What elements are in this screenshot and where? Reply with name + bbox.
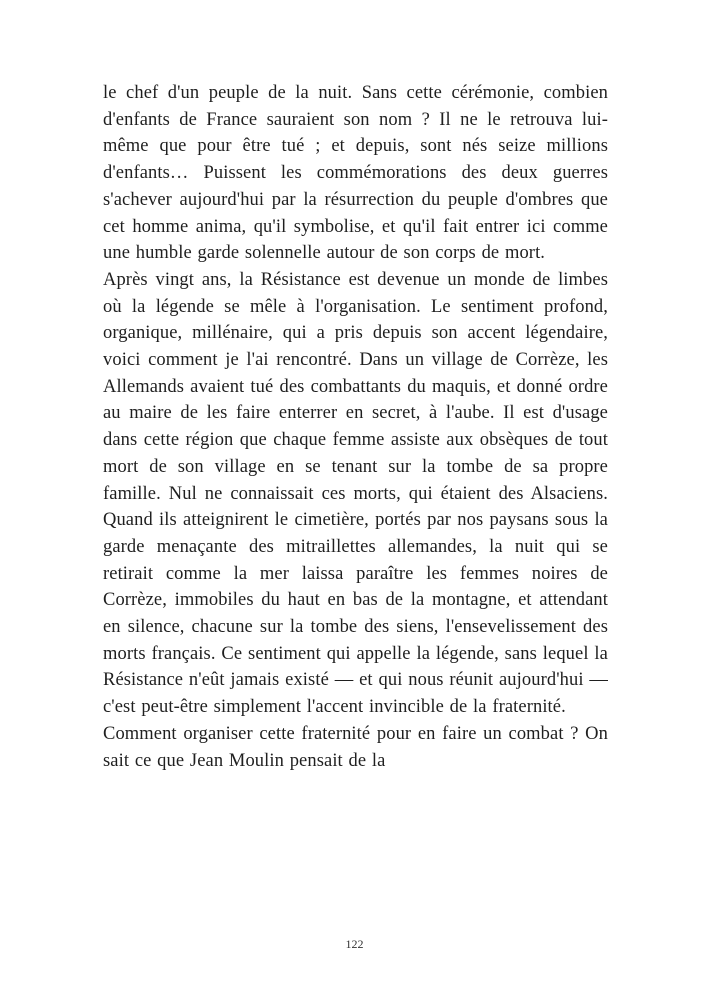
page-text-block xyxy=(103,80,608,774)
page-number: 122 xyxy=(345,937,364,951)
paragraph-2: Après vingt ans, la Résistance est devenue un monde de limbes où la légende se mêle à l'organisation. Le sentiment profond, organique, millénaire, qui a pris depuis son accent légendaire, voici comment je l'ai rencontré. Dans un village de Corrèze, les Allemands avaient tué des combattants du maquis, et donné ordre au maire de les faire enterrer en secret, à l'aube. Il est d'usage dans cette région que chaque femme assiste aux obsèques de tout mort de son village en se tenant sur la tombe de sa propre famille. Nul ne connaissait ces morts, qui étaient des Alsaciens. Quand ils atteignirent le cimetière, portés par nos paysans sous la garde menaçante des mitraillettes allemandes, la nuit qui se retirait comme la mer laissa paraître les femmes noires de Corrèze, immobiles du haut en bas de la montagne, et attendant en silence, chacune sur la tombe des siens, l'ensevelissement des morts français. Ce sentiment qui appelle la légende, sans lequel la Résistance n'eût jamais existé — et qui nous réunit aujourd'hui — c'est peut-être simplement l'accent invincible de la fraternité. xyxy=(103,269,608,718)
paragraph-3: Comment organiser cette fraternité pour en faire un combat ? On sait ce que Jean Moulin pensait de la xyxy=(103,723,608,771)
paragraph-1: le chef d'un peuple de la nuit. Sans cette cérémonie, combien d'enfants de France sauraient son nom ? Il ne le retrouva lui-même que pour être tué ; et depuis, sont nés seize millions d'enfants… Puissent les commémorations des deux guerres s'achever aujourd'hui par la résurrection du peuple d'ombres que cet homme anima, qu'il symbolise, et qu'il fait entrer ici comme une humble garde solennelle autour de son corps de mort. xyxy=(103,83,608,264)
